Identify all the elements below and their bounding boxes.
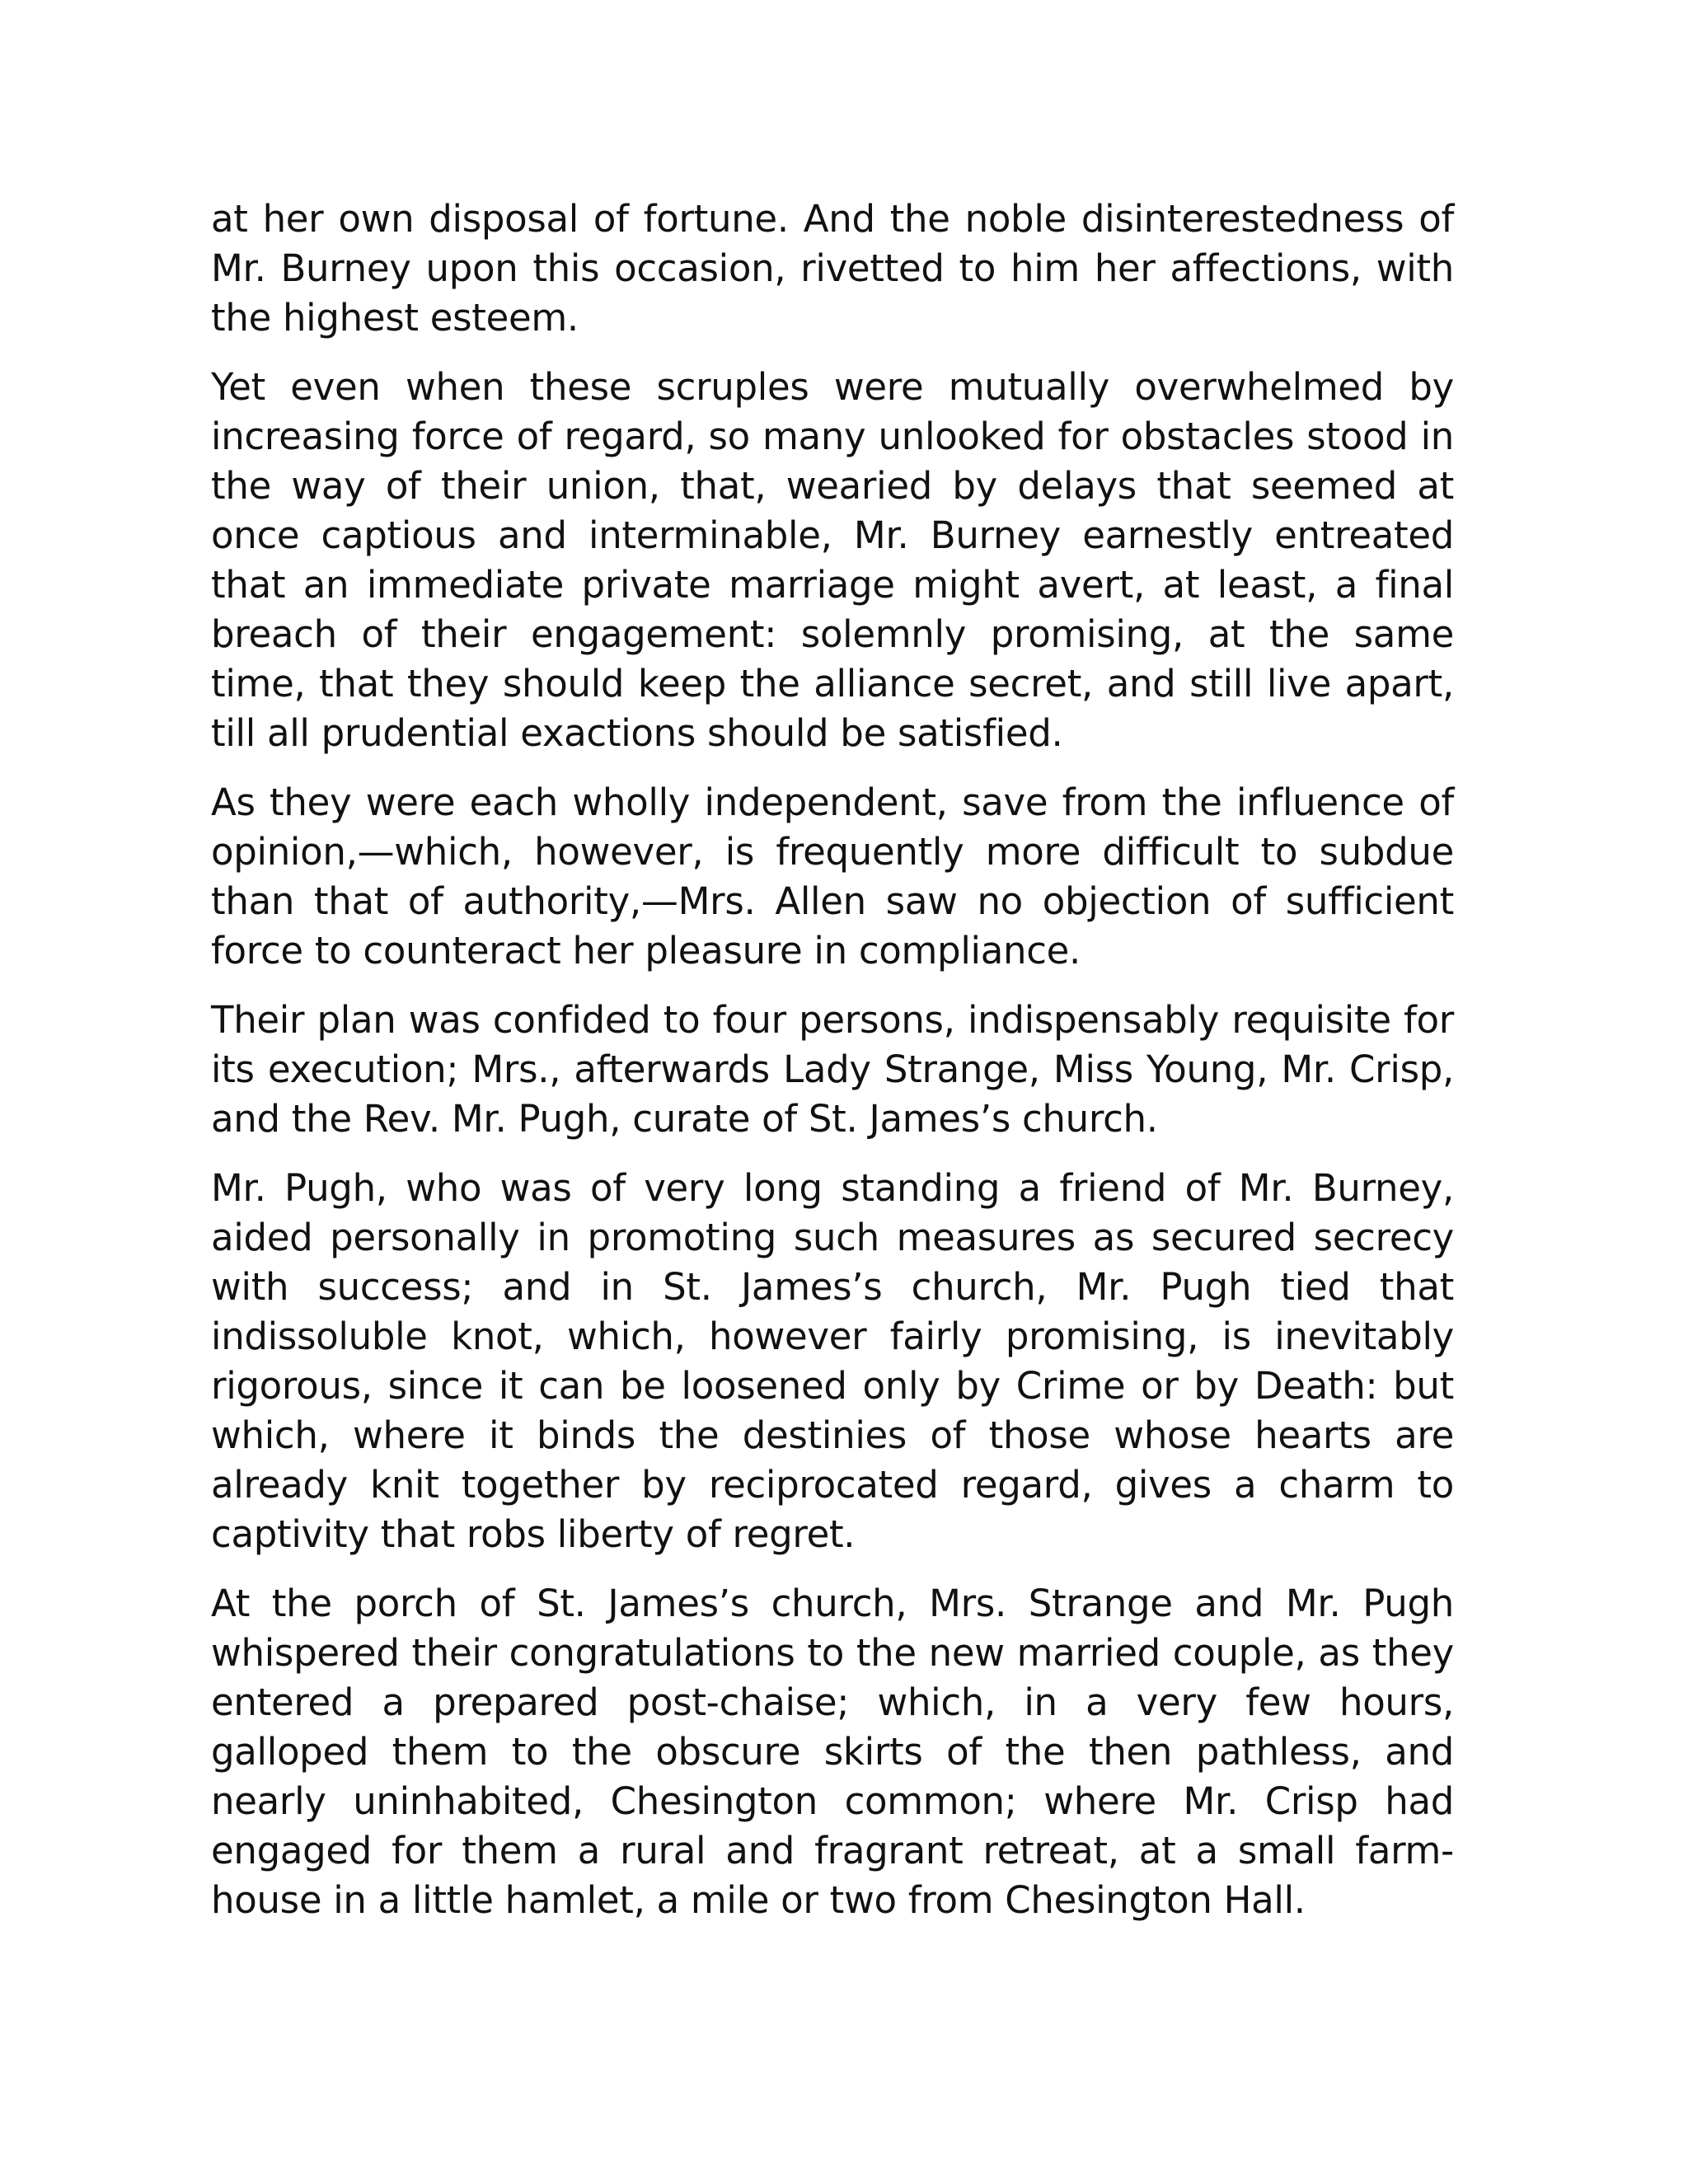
paragraph-1: at her own disposal of fortune. And the noble disinterestedness of Mr. Burney upon this occasion, rivetted to him her affections, with the highest esteem. — [211, 197, 1454, 340]
paragraph-5: Mr. Pugh, who was of very long standing a friend of Mr. Burney, aided personally in promoting such measures as secured secrecy with success; and in St. James’s church, Mr. Pugh tied that indissoluble knot, which, however fairly promising, is inevitably rigorous, since it can be loosened only by Crime or by Death: but which, where it binds the destinies of those whose hearts are already knit together by reciprocated regard, gives a charm to captivity that robs liberty of regret. — [211, 1166, 1454, 1556]
paragraph-2: Yet even when these scruples were mutually overwhelmed by increasing force of regard, so many unlooked for obstacles stood in the way of their union, that, wearied by delays that seemed at once captious and interminable, Mr. Burney earnestly entreated that an immediate private marriage might avert, at least, a final breach of their engagement: solemnly promising, at the same time, that they should keep the alliance secret, and still live apart, till all prudential exactions should be satisfied. — [211, 365, 1454, 755]
body-text — [211, 194, 1454, 1945]
paragraph-6: At the porch of St. James’s church, Mrs. Strange and Mr. Pugh whispered their congratulations to the new married couple, as they entered a prepared post-chaise; which, in a very few hours, galloped them to the obscure skirts of the then pathless, and nearly uninhabited, Chesington common; where Mr. Crisp had engaged for them a rural and fragrant retreat, at a small farm-house in a little hamlet, a mile or two from Chesington Hall. — [211, 1582, 1454, 1922]
paragraph-3: As they were each wholly independent, save from the influence of opinion,—which, however, is frequently more difficult to subdue than that of authority,—Mrs. Allen saw no objection of sufficient force to counteract her pleasure in compliance. — [211, 780, 1454, 972]
paragraph-4: Their plan was confided to four persons, indispensably requisite for its execution; Mrs., afterwards Lady Strange, Miss Young, Mr. Crisp, and the Rev. Mr. Pugh, curate of St. James’s church. — [211, 998, 1454, 1141]
